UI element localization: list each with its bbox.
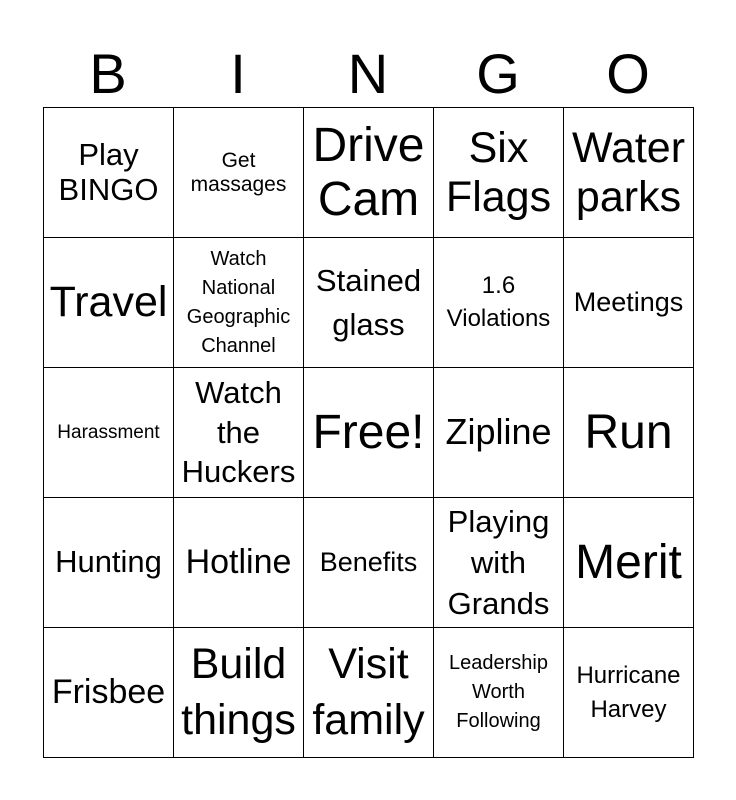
- cell-text: Hotline: [185, 543, 292, 582]
- cell-text: Free!: [312, 405, 425, 459]
- cell-text: Get massages: [190, 148, 287, 196]
- cell-text: Frisbee: [51, 673, 166, 712]
- cell-text: Visit family: [312, 639, 425, 744]
- bingo-cell-r3c2[interactable]: [174, 368, 304, 498]
- cell-text: Hurricane Harvey: [576, 661, 681, 723]
- bingo-cell-r5c5[interactable]: [564, 628, 694, 758]
- bingo-cell-r3c5[interactable]: [564, 368, 694, 498]
- bingo-cell-r1c5[interactable]: [564, 108, 694, 238]
- header-letter-i: I: [230, 42, 246, 105]
- bingo-cell-r4c2[interactable]: [174, 498, 304, 628]
- bingo-cell-r3c1[interactable]: [44, 368, 174, 498]
- bingo-cell-r2c5[interactable]: [564, 238, 694, 368]
- cell-text: Leadership Worth Following: [449, 652, 548, 732]
- bingo-board: [43, 107, 694, 758]
- cell-text: Watch National Geographic Channel: [186, 247, 291, 357]
- cell-text: Harassment: [57, 421, 160, 443]
- bingo-cell-r4c5[interactable]: [564, 498, 694, 628]
- bingo-cell-r1c3[interactable]: [304, 108, 434, 238]
- bingo-cell-r3c4[interactable]: [434, 368, 564, 498]
- cell-text: Benefits: [319, 547, 418, 578]
- cell-text: Zipline: [445, 411, 552, 453]
- bingo-cell-r2c2[interactable]: [174, 238, 304, 368]
- bingo-cell-r5c3[interactable]: [304, 628, 434, 758]
- cell-text: Stained glass: [315, 263, 422, 342]
- cell-text: Build things: [181, 639, 296, 744]
- header-letter-n: N: [347, 42, 389, 105]
- bingo-cell-r3c3[interactable]: [304, 368, 434, 498]
- bingo-cell-r5c1[interactable]: [44, 628, 174, 758]
- cell-text: Merit: [575, 535, 682, 589]
- bingo-cell-r1c4[interactable]: [434, 108, 564, 238]
- bingo-cell-r4c3[interactable]: [304, 498, 434, 628]
- bingo-header: [43, 40, 693, 108]
- bingo-cell-r5c2[interactable]: [174, 628, 304, 758]
- bingo-cell-r1c2[interactable]: [174, 108, 304, 238]
- bingo-cell-r1c1[interactable]: [44, 108, 174, 238]
- bingo-cell-r4c1[interactable]: [44, 498, 174, 628]
- cell-text: Play BINGO: [58, 136, 159, 207]
- bingo-cell-r4c4[interactable]: [434, 498, 564, 628]
- cell-text: Drive Cam: [312, 118, 425, 226]
- cell-text: 1.6 Violations: [446, 272, 551, 332]
- cell-text: Hunting: [55, 544, 162, 580]
- bingo-cell-r2c4[interactable]: [434, 238, 564, 368]
- header-letter-b: B: [89, 42, 127, 105]
- bingo-cell-r2c3[interactable]: [304, 238, 434, 368]
- header-letter-g: G: [476, 42, 520, 105]
- cell-text: Run: [584, 405, 673, 459]
- cell-text: Playing with Grands: [447, 503, 550, 622]
- cell-text: Watch the Huckers: [181, 375, 296, 490]
- bingo-cell-r2c1[interactable]: [44, 238, 174, 368]
- cell-text: Travel: [49, 278, 168, 327]
- cell-text: Water parks: [571, 124, 686, 221]
- cell-text: Meetings: [573, 287, 684, 318]
- cell-text: Six Flags: [445, 124, 552, 221]
- bingo-cell-r5c4[interactable]: [434, 628, 564, 758]
- header-letter-o: O: [606, 42, 650, 105]
